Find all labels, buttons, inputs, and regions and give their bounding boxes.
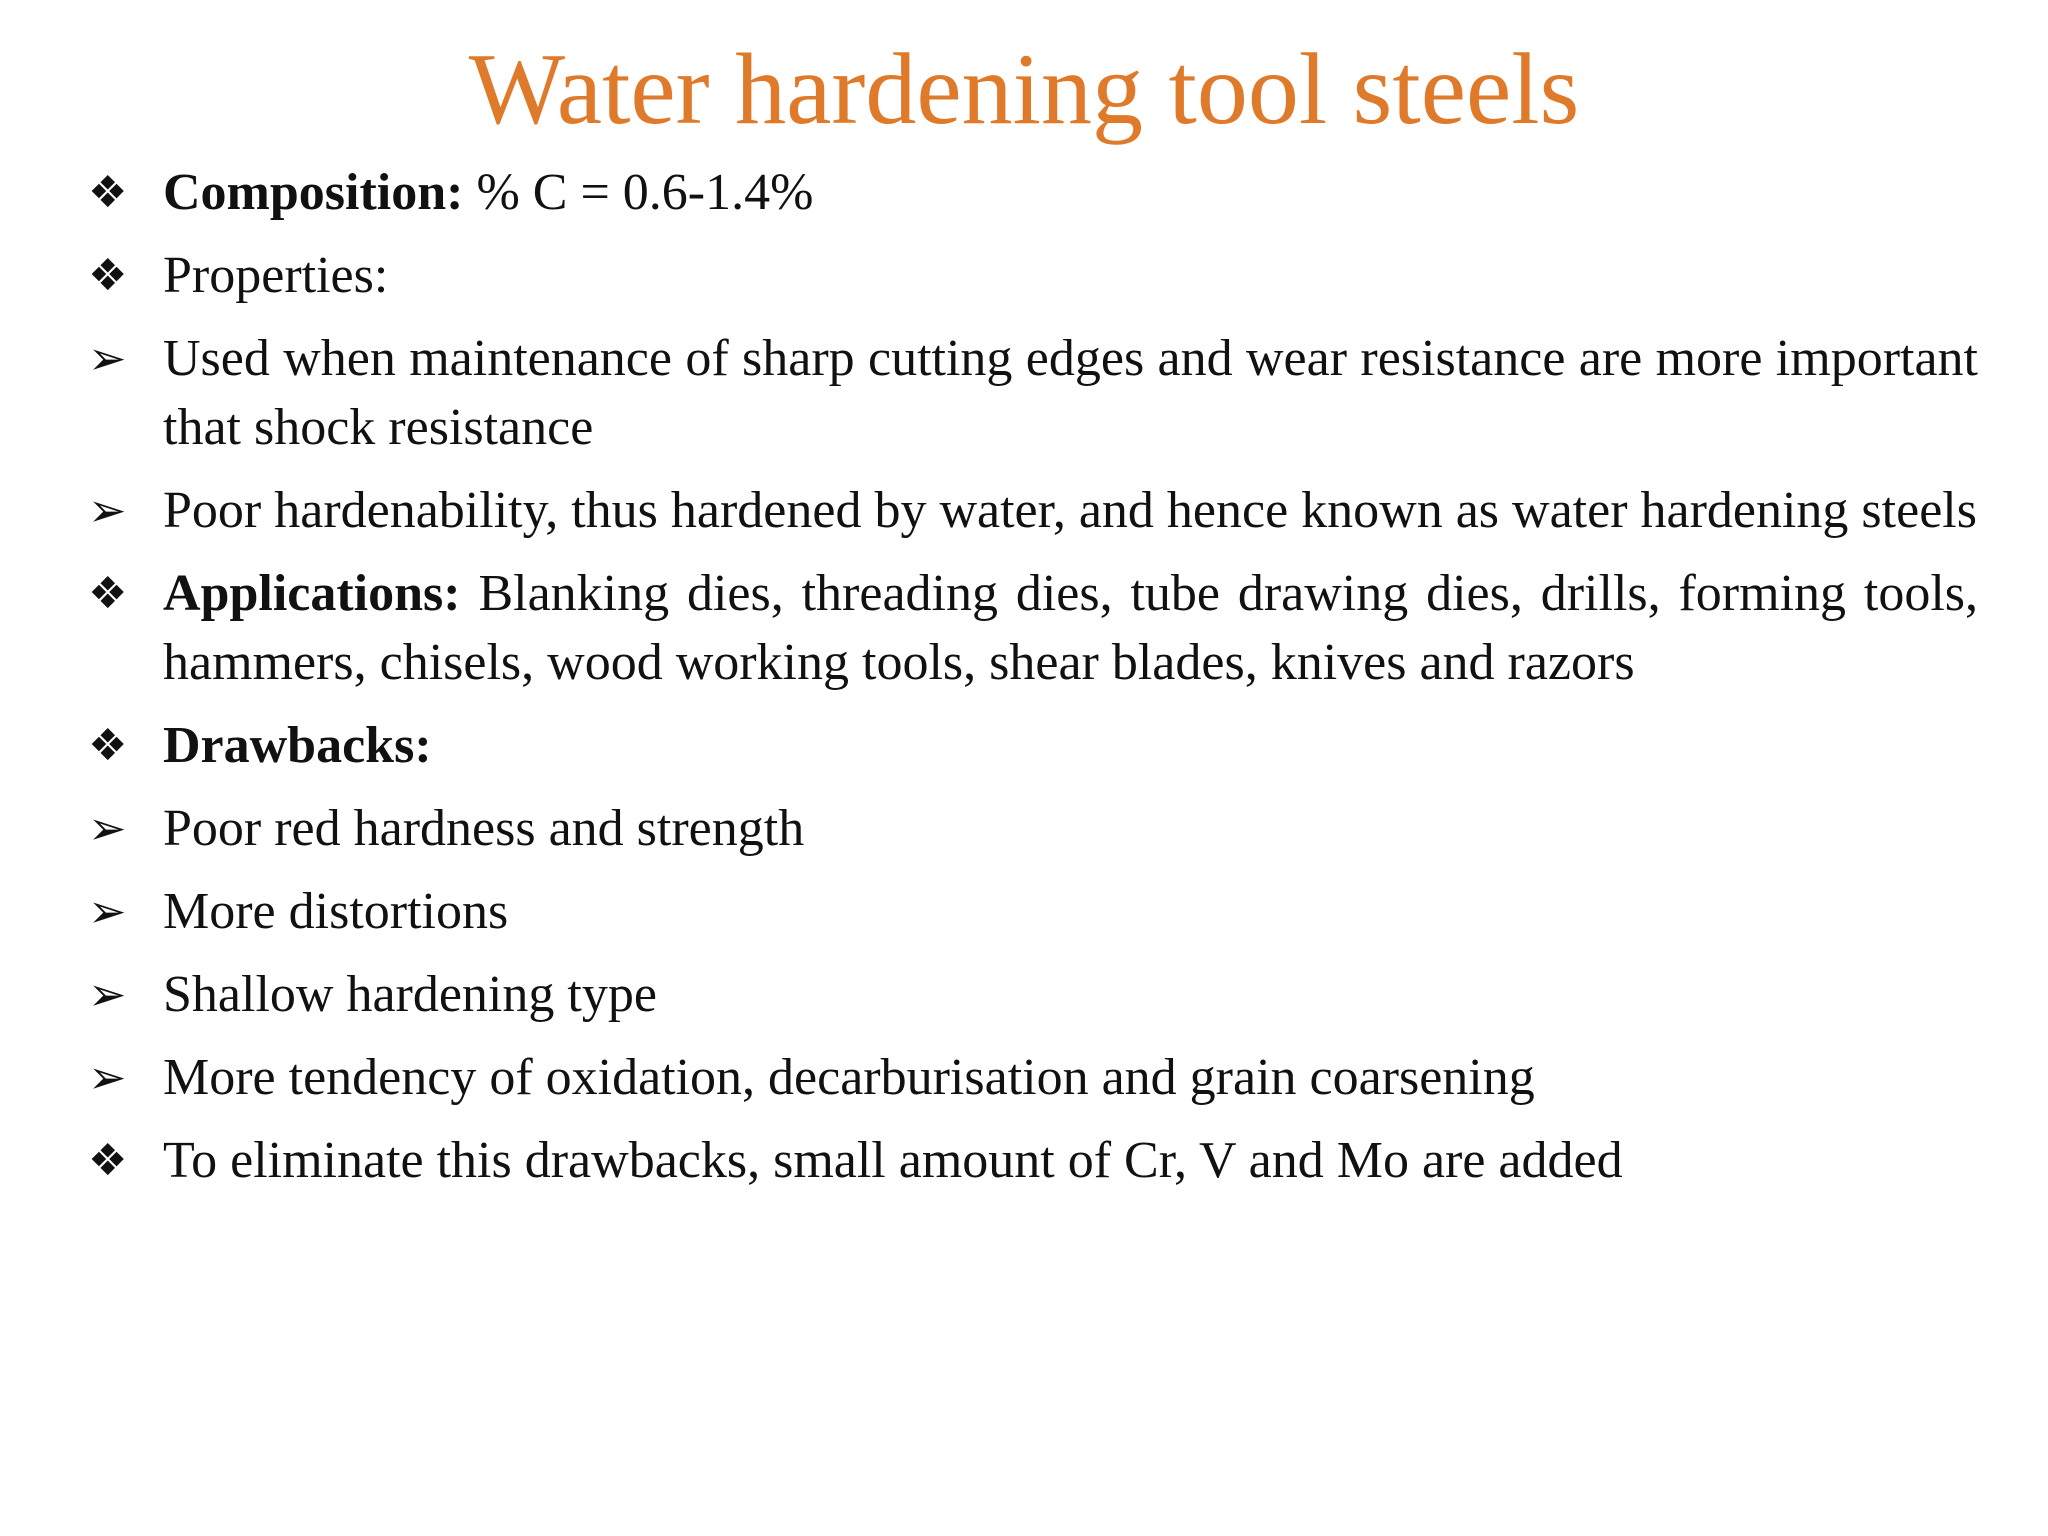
item-text: More distortions [163,883,509,940]
list-item-poor-hardenability [88,476,1978,545]
bullet-list [88,158,1978,1209]
arrow-bullet-icon: ➢ [88,801,127,855]
slide-title: Water hardening tool steels [468,33,1580,146]
list-item-eliminate [88,1126,1978,1195]
diamond-bullet-icon: ❖ [88,720,128,771]
list-item-used-when [88,324,1978,462]
item-text: Poor red hardness and strength [163,800,805,857]
list-item-shallow-hardening [88,960,1978,1029]
list-item-distortions [88,877,1978,946]
diamond-bullet-icon: ❖ [88,250,128,301]
item-text: Poor hardenability, thus hardened by water, and hence known as water hardening steels [163,482,1977,539]
arrow-bullet-icon: ➢ [88,884,127,938]
diamond-bullet-icon: ❖ [88,167,128,218]
item-text: % C = 0.6-1.4% [463,164,814,221]
list-item-oxidation [88,1043,1978,1112]
arrow-bullet-icon: ➢ [88,967,127,1021]
item-text: Shallow hardening type [163,966,657,1023]
item-bold-label: Composition: [163,164,464,221]
item-text: Properties: [163,247,389,304]
item-bold-label: Applications: [163,565,461,622]
list-item-properties [88,241,1978,310]
item-bold-label: Drawbacks: [163,717,432,774]
diamond-bullet-icon: ❖ [88,568,128,619]
item-text: To eliminate this drawbacks, small amount of Cr, V and Mo are added [163,1132,1623,1189]
item-text: Used when maintenance of sharp cutting edges and wear resistance are more important that shock resistance [163,330,1978,456]
list-item-red-hardness [88,794,1978,863]
arrow-bullet-icon: ➢ [88,331,127,385]
list-item-composition [88,158,1978,227]
item-text: More tendency of oxidation, decarburisation and grain coarsening [163,1049,1535,1106]
arrow-bullet-icon: ➢ [88,483,127,537]
diamond-bullet-icon: ❖ [88,1135,128,1186]
item-text: Blanking dies, threading dies, tube drawing dies, drills, forming tools, hammers, chisels, wood working tools, shear blades, knives and razors [163,565,1978,691]
list-item-drawbacks [88,711,1978,780]
arrow-bullet-icon: ➢ [88,1050,127,1104]
list-item-applications [88,559,1978,697]
